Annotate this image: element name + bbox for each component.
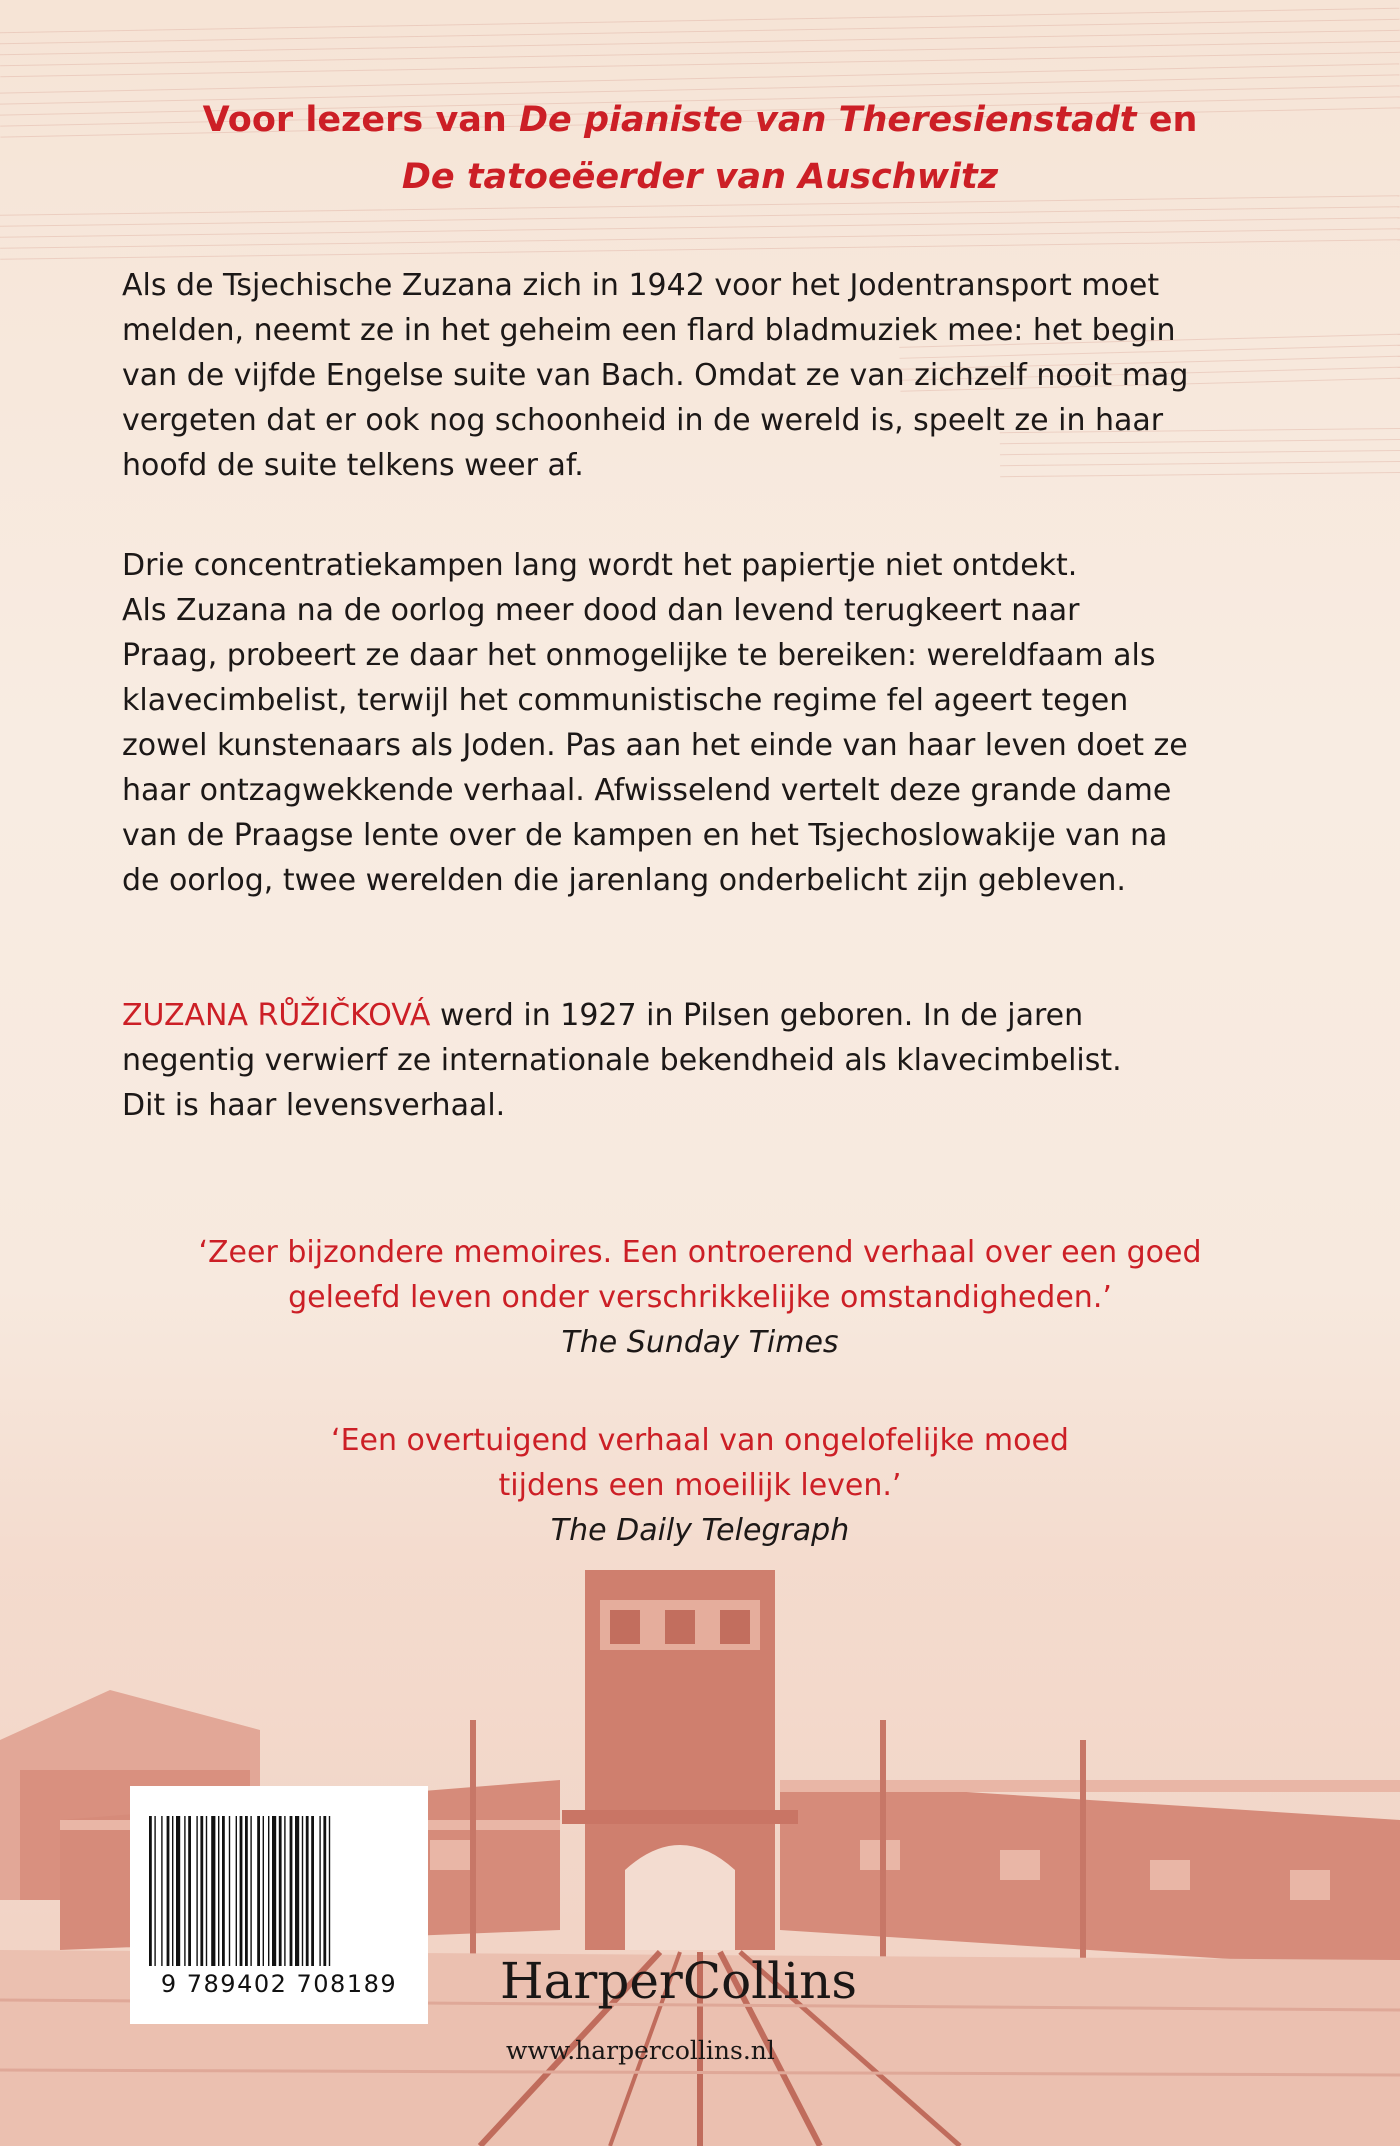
barcode-bar [290, 1816, 293, 1966]
barcode-bar [149, 1816, 152, 1966]
barcode-bar [236, 1816, 237, 1966]
barcode-bar [272, 1816, 276, 1966]
barcode-bar [188, 1816, 191, 1966]
quote-text: ‘Een overtuigend verhaal van ongelofelijke moed [331, 1423, 1069, 1458]
blurb-line: Als Zuzana na de oorlog meer dood dan levend terugkeert naar [122, 593, 1080, 628]
barcode-bar [222, 1816, 225, 1966]
author-bio-line: Dit is haar levensverhaal. [122, 1088, 506, 1123]
barcode-bar [263, 1816, 264, 1966]
quote-text: tijdens een moeilijk leven.’ [498, 1468, 902, 1503]
blurb-line: de oorlog, twee werelden die jarenlang onderbelicht zijn gebleven. [122, 863, 1126, 898]
quote-source: The Sunday Times [561, 1325, 839, 1360]
blurb-line: haar ontzagwekkende verhaal. Afwisselend vertelt deze grande dame [122, 773, 1172, 808]
barcode-bar [176, 1816, 180, 1966]
barcode-bar [311, 1816, 314, 1966]
barcode-bar [319, 1816, 320, 1966]
barcode-bar [279, 1816, 282, 1966]
blurb-paragraph-2 [122, 543, 1282, 903]
blurb-line: zowel kunstenaars als Joden. Pas aan het einde van haar leven doet ze [122, 728, 1188, 763]
author-bio-text: werd in 1927 in Pilsen geboren. In de jaren [430, 998, 1084, 1033]
blurb-line: klavecimbelist, terwijl het communistische regime fel ageert tegen [122, 683, 1129, 718]
blurb-line: Drie concentratiekampen lang wordt het papiertje niet ontdekt. [122, 548, 1078, 583]
author-bio-line: negentig verwierf ze internationale bekendheid als klavecimbelist. [122, 1043, 1122, 1078]
barcode-bar [161, 1816, 162, 1966]
barcode-bar [250, 1816, 251, 1966]
tagline [0, 92, 1400, 206]
blurb-line: van de Praagse lente over de kampen en het Tsjechoslowakije van na [122, 818, 1168, 853]
quote-text: ‘Zeer bijzondere memoires. Een ontroerend verhaal over een goed [198, 1235, 1202, 1270]
blurb-line: melden, neemt ze in het geheim een flard bladmuziek mee: het begin [122, 313, 1176, 348]
review-quote-2 [0, 1418, 1400, 1553]
barcode-bar [229, 1816, 230, 1966]
review-quote-1 [0, 1230, 1400, 1365]
quote-source: The Daily Telegraph [550, 1513, 850, 1548]
quote-text: geleefd leven onder verschrikkelijke omstandigheden.’ [288, 1280, 1112, 1315]
tagline-book-title-1: De pianiste van Theresienstadt [518, 100, 1137, 140]
barcode-bar [154, 1816, 155, 1966]
tagline-line-2 [0, 149, 1400, 206]
author-name: ZUZANA RŮŽIČKOVÁ [122, 998, 431, 1033]
publisher-logo: HarperCollins [500, 1952, 858, 2010]
publisher-website: www.harpercollins.nl [506, 2036, 775, 2065]
barcode-bar [268, 1816, 269, 1966]
barcode-bars [147, 1816, 411, 1966]
barcode-bar [295, 1816, 299, 1966]
author-bio [122, 993, 1282, 1128]
barcode-bar [284, 1816, 285, 1966]
barcode-bar [245, 1816, 248, 1966]
barcode-bar [323, 1816, 326, 1966]
barcode-bar [329, 1816, 330, 1966]
blurb-line: hoofd de suite telkens weer af. [122, 448, 584, 483]
barcode-bar [257, 1816, 260, 1966]
tagline-line-1 [0, 92, 1400, 149]
barcode-bar [172, 1816, 173, 1966]
isbn-barcode [130, 1786, 428, 2024]
blurb-paragraph-1 [122, 263, 1282, 488]
barcode-bar [167, 1816, 170, 1966]
barcode-bar [240, 1816, 243, 1966]
barcode-bar [306, 1816, 309, 1966]
tagline-suffix: en [1136, 100, 1198, 140]
blurb-line: van de vijfde Engelse suite van Bach. Omdat ze van zichzelf nooit mag [122, 358, 1189, 393]
isbn-number: 9 789402 708189 [160, 1970, 398, 1998]
tagline-prefix: Voor lezers van [202, 100, 519, 140]
barcode-bar [196, 1816, 197, 1966]
barcode-bar [302, 1816, 303, 1966]
barcode-bar [200, 1816, 203, 1966]
tagline-book-title-2: De tatoeëerder van Auschwitz [401, 157, 999, 197]
barcode-bar [218, 1816, 219, 1966]
barcode-bar [211, 1816, 215, 1966]
author-bio-line [122, 993, 1282, 1038]
blurb-line: Praag, probeert ze daar het onmogelijke te bereiken: wereldfaam als [122, 638, 1156, 673]
barcode-bar [184, 1816, 185, 1966]
barcode-bar [206, 1816, 207, 1966]
blurb-line: Als de Tsjechische Zuzana zich in 1942 voor het Jodentransport moet [122, 268, 1160, 303]
blurb-line: vergeten dat er ook nog schoonheid in de wereld is, speelt ze in haar [122, 403, 1164, 438]
